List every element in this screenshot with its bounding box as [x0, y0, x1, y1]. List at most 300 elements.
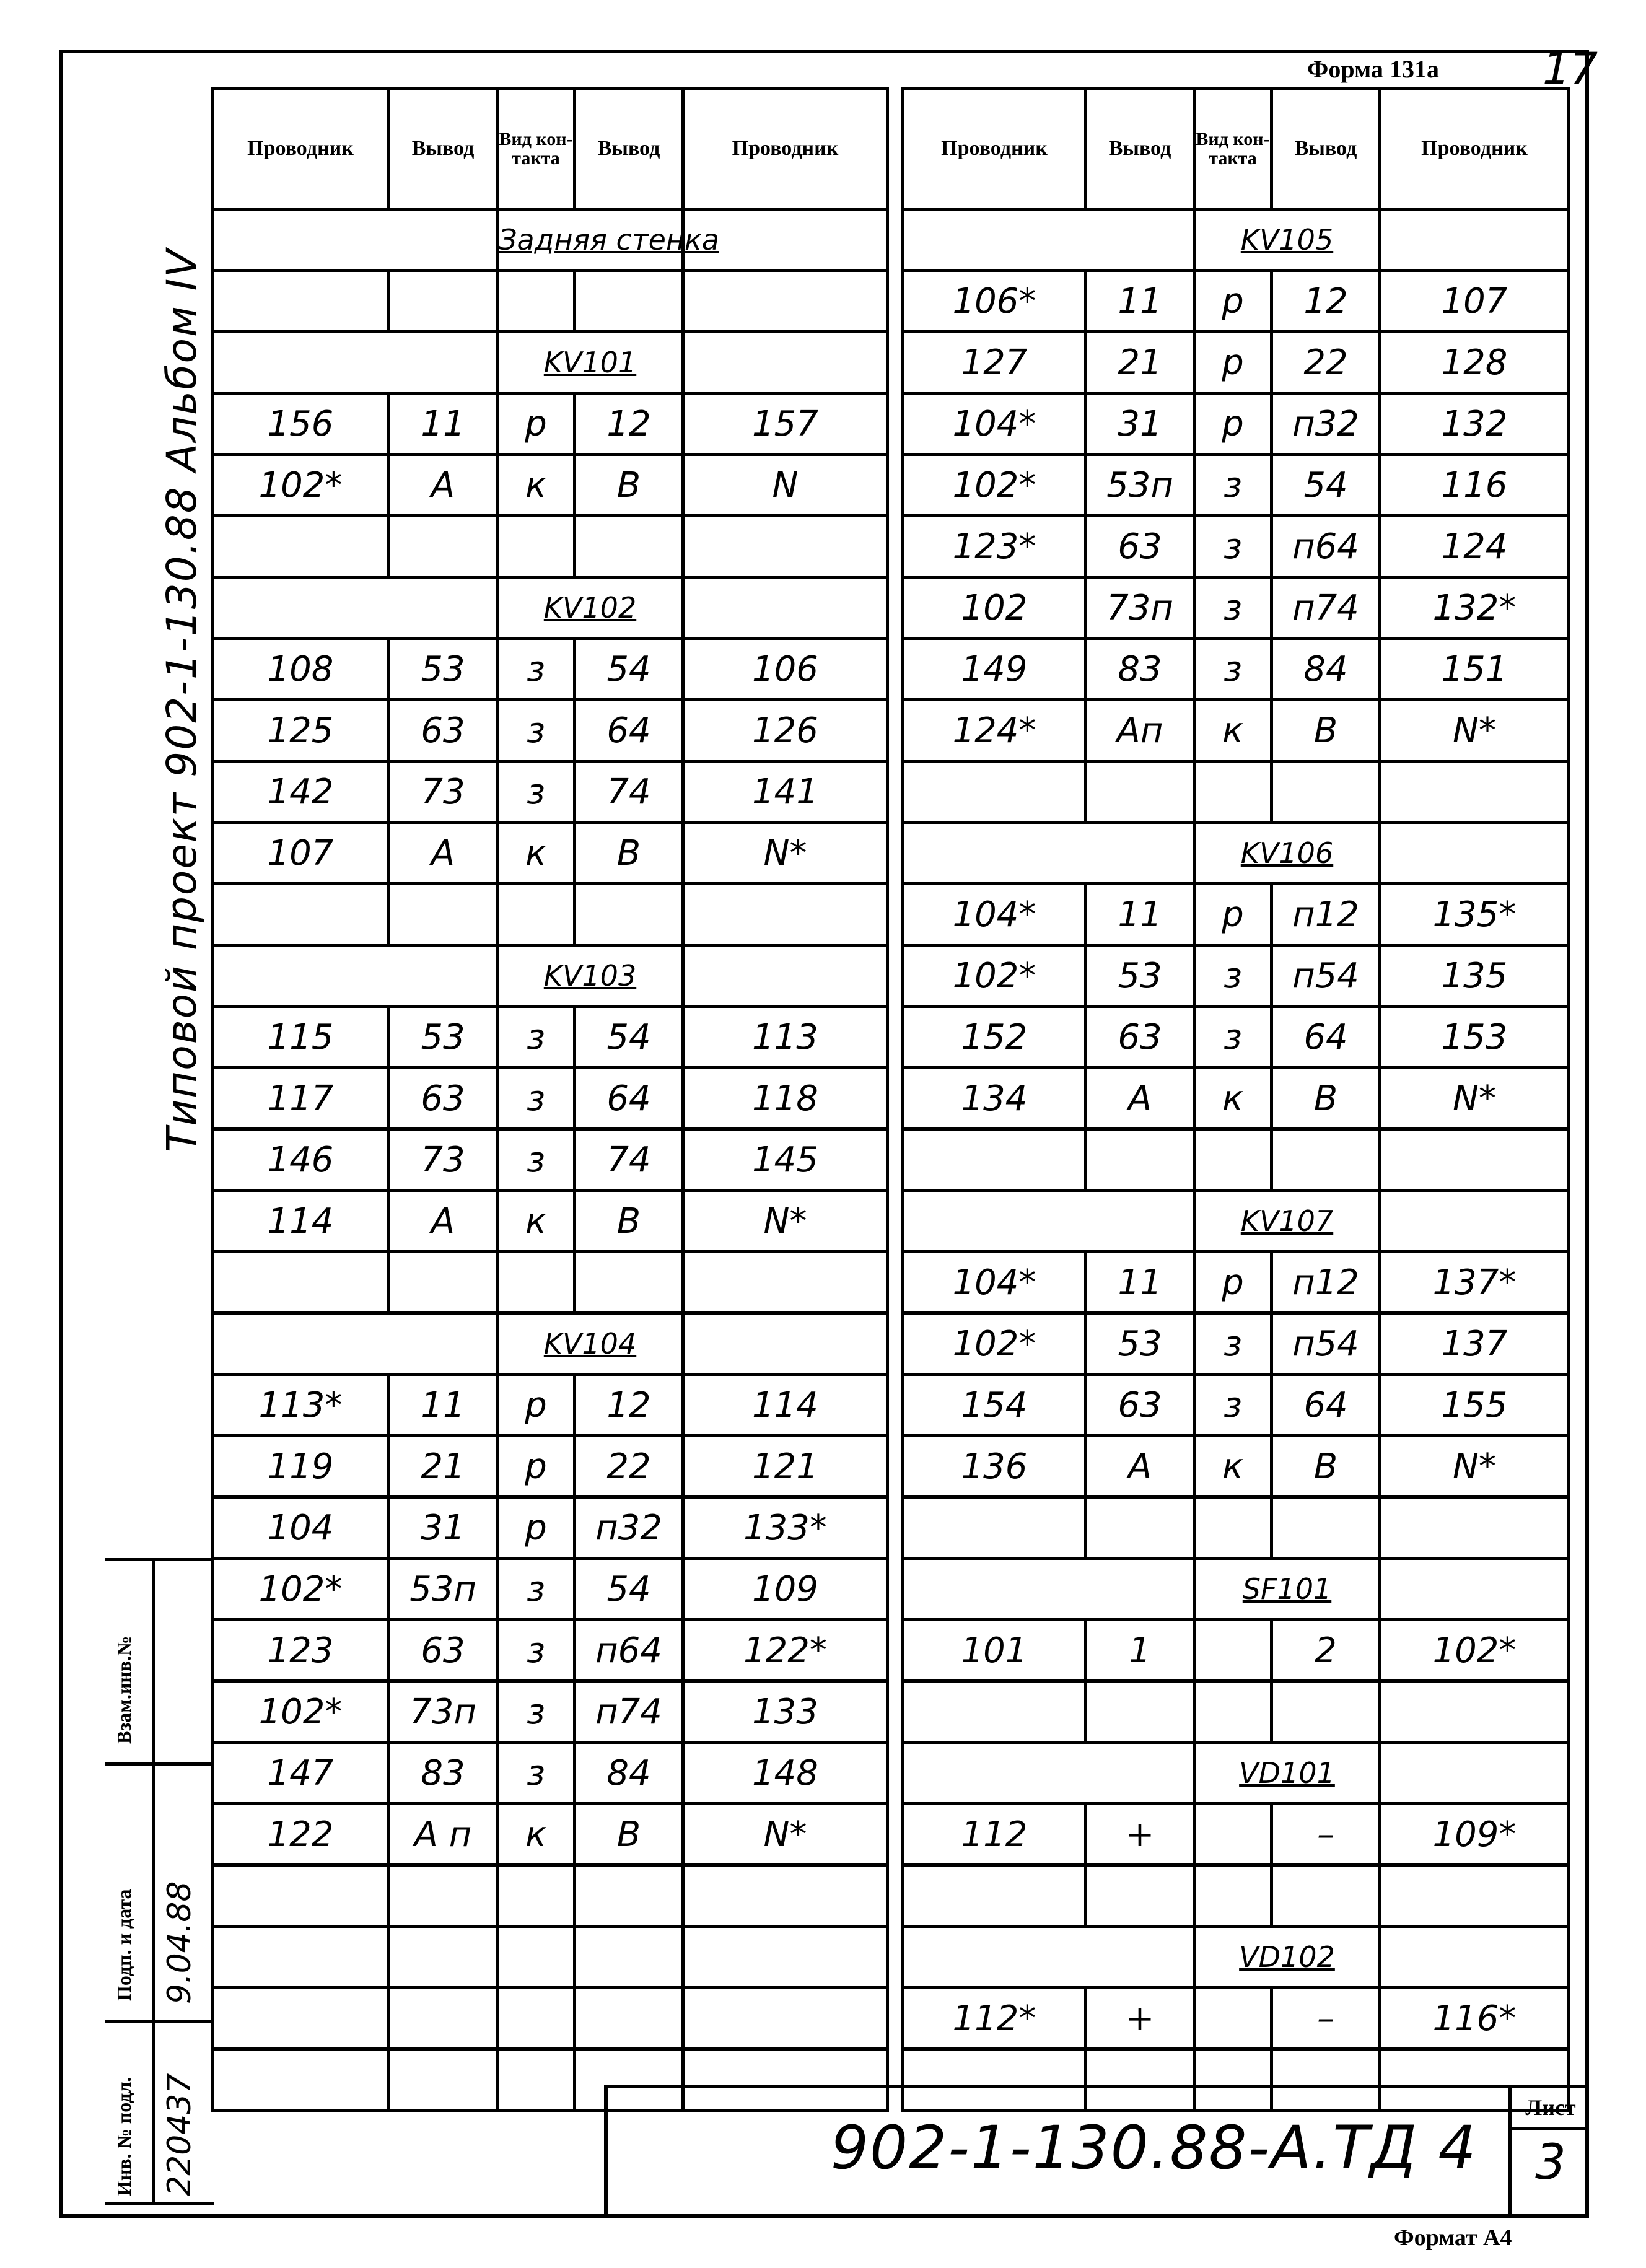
table-cell: 11: [389, 1375, 497, 1436]
table-row: [212, 1191, 888, 1252]
table-cell: [1380, 1681, 1569, 1743]
section-spacer: [903, 1927, 1194, 1988]
table-cell: [1086, 1497, 1194, 1559]
table-cell: з: [1194, 577, 1272, 639]
table-row: [212, 639, 888, 700]
table-cell: 154: [903, 1375, 1086, 1436]
table-cell: 11: [1086, 1252, 1194, 1313]
table-cell: [1194, 1804, 1272, 1865]
section-spacer: [903, 1559, 1194, 1620]
table-cell: [1380, 1865, 1569, 1927]
table-row: [212, 1007, 888, 1068]
table-cell: [389, 884, 497, 945]
table-cell: з: [1194, 1375, 1272, 1436]
column-header: Вид кон-такта: [1194, 89, 1272, 209]
table-cell: [389, 1927, 497, 1988]
table-cell: [575, 271, 683, 332]
table-cell: 54: [575, 639, 683, 700]
table-row: [212, 1068, 888, 1129]
column-header: Вывод: [1272, 89, 1380, 209]
table-cell: [575, 1865, 683, 1927]
table-row: [903, 945, 1569, 1007]
section-spacer: [903, 1191, 1194, 1252]
section-spacer: [903, 1743, 1194, 1804]
column-header: Проводник: [212, 89, 389, 209]
sheet-label: Лист: [1512, 2088, 1589, 2130]
table-cell: р: [1194, 884, 1272, 945]
table-cell: з: [497, 1681, 575, 1743]
section-label: VD102: [1194, 1927, 1380, 1988]
table-cell: А: [389, 823, 497, 884]
section-spacer: [212, 1313, 497, 1375]
table-cell: з: [1194, 1007, 1272, 1068]
section-row: [903, 209, 1569, 271]
table-cell: з: [497, 1068, 575, 1129]
table-cell: 74: [575, 1129, 683, 1191]
table-cell: 73: [389, 761, 497, 823]
table-cell: п54: [1272, 945, 1380, 1007]
table-row: [903, 1804, 1569, 1865]
table-cell: з: [1194, 639, 1272, 700]
format-label: Формат А4: [1394, 2225, 1512, 2251]
stamp-sign-date: 9.04.88: [161, 1881, 198, 2004]
table-cell: [497, 2049, 575, 2111]
table-cell: 11: [389, 393, 497, 455]
table-cell: [1194, 1129, 1272, 1191]
table-cell: [212, 516, 389, 577]
table-cell: N*: [683, 1191, 888, 1252]
table-cell: 157: [683, 393, 888, 455]
table-cell: з: [1194, 455, 1272, 516]
section-label: SF101: [1194, 1559, 1380, 1620]
table-cell: 11: [1086, 884, 1194, 945]
stamp-inv-label: Инв. № подл.: [113, 2077, 135, 2196]
table-row: [903, 1007, 1569, 1068]
table-cell: 118: [683, 1068, 888, 1129]
table-row: [212, 1804, 888, 1865]
table-cell: 63: [1086, 516, 1194, 577]
table-cell: 107: [212, 823, 389, 884]
table-cell: 137*: [1380, 1252, 1569, 1313]
table-cell: 152: [903, 1007, 1086, 1068]
column-header: Вывод: [575, 89, 683, 209]
table-cell: 73п: [389, 1681, 497, 1743]
table-cell: [1194, 761, 1272, 823]
table-cell: 132: [1380, 393, 1569, 455]
table-cell: з: [497, 1007, 575, 1068]
table-cell: з: [497, 639, 575, 700]
table-cell: 102*: [212, 1559, 389, 1620]
table-cell: 21: [389, 1436, 497, 1497]
table-cell: 22: [1272, 332, 1380, 393]
table-cell: [1194, 1988, 1272, 2049]
table-cell: В: [1272, 1436, 1380, 1497]
table-row: [212, 1927, 888, 1988]
table-cell: 53: [389, 639, 497, 700]
table-cell: [903, 1497, 1086, 1559]
table-cell: [683, 1927, 888, 1988]
section-label: KV103: [497, 945, 683, 1007]
section-spacer: [212, 209, 497, 271]
table-row: [212, 393, 888, 455]
table-cell: –: [1272, 1804, 1380, 1865]
table-cell: 106*: [903, 271, 1086, 332]
table-cell: 112: [903, 1804, 1086, 1865]
table-cell: –: [1272, 1988, 1380, 2049]
section-label: KV105: [1194, 209, 1380, 271]
table-cell: п32: [575, 1497, 683, 1559]
table-cell: 114: [683, 1375, 888, 1436]
table-cell: з: [497, 1743, 575, 1804]
table-cell: 155: [1380, 1375, 1569, 1436]
table-cell: 73: [389, 1129, 497, 1191]
table-cell: 63: [389, 1068, 497, 1129]
table-cell: 156: [212, 393, 389, 455]
section-spacer: [903, 209, 1194, 271]
table-cell: [903, 1129, 1086, 1191]
table-cell: 109*: [1380, 1804, 1569, 1865]
table-row: [903, 700, 1569, 761]
section-spacer: [212, 945, 497, 1007]
section-spacer: [683, 1313, 888, 1375]
table-cell: 125: [212, 700, 389, 761]
table-row: [212, 884, 888, 945]
table-cell: +: [1086, 1804, 1194, 1865]
table-cell: 74: [575, 761, 683, 823]
table-cell: [683, 1865, 888, 1927]
section-spacer: [1380, 1191, 1569, 1252]
table-cell: [497, 271, 575, 332]
table-cell: з: [497, 1620, 575, 1681]
table-cell: [212, 1927, 389, 1988]
table-cell: 12: [1272, 271, 1380, 332]
column-header: Вывод: [389, 89, 497, 209]
table-cell: 106: [683, 639, 888, 700]
table-cell: п74: [575, 1681, 683, 1743]
table-cell: 104*: [903, 1252, 1086, 1313]
table-cell: 116: [1380, 455, 1569, 516]
table-cell: 104: [212, 1497, 389, 1559]
table-cell: [389, 2049, 497, 2111]
table-cell: 148: [683, 1743, 888, 1804]
table-cell: к: [497, 823, 575, 884]
table-cell: N*: [1380, 700, 1569, 761]
section-row: [903, 1743, 1569, 1804]
table-cell: 53: [389, 1007, 497, 1068]
table-cell: [683, 1988, 888, 2049]
section-label: Задняя стенка: [497, 209, 683, 271]
table-cell: п64: [575, 1620, 683, 1681]
table-cell: 53п: [1086, 455, 1194, 516]
table-cell: 109: [683, 1559, 888, 1620]
table-cell: А: [1086, 1436, 1194, 1497]
table-cell: [1380, 761, 1569, 823]
table-cell: [683, 1252, 888, 1313]
table-row: [903, 393, 1569, 455]
table-cell: 117: [212, 1068, 389, 1129]
table-cell: 149: [903, 639, 1086, 700]
table-cell: [1272, 761, 1380, 823]
table-row: [212, 455, 888, 516]
table-cell: В: [575, 1804, 683, 1865]
table-cell: 54: [1272, 455, 1380, 516]
column-header: Проводник: [683, 89, 888, 209]
table-cell: [1194, 1865, 1272, 1927]
table-row: [903, 1068, 1569, 1129]
section-row: [212, 1313, 888, 1375]
table-cell: [389, 1988, 497, 2049]
table-cell: 102*: [903, 455, 1086, 516]
document-code: 902-1-130.88-А.ТД 4: [831, 2113, 1477, 2183]
section-label: KV101: [497, 332, 683, 393]
table-cell: 54: [575, 1559, 683, 1620]
table-row: [212, 1375, 888, 1436]
table-cell: 132*: [1380, 577, 1569, 639]
table-cell: 121: [683, 1436, 888, 1497]
sheet-number: 3: [1535, 2135, 1566, 2191]
table-cell: 64: [1272, 1007, 1380, 1068]
table-cell: 135*: [1380, 884, 1569, 945]
table-cell: 123: [212, 1620, 389, 1681]
table-cell: 21: [1086, 332, 1194, 393]
table-row: [212, 1620, 888, 1681]
table-cell: з: [497, 1559, 575, 1620]
table-cell: 102: [903, 577, 1086, 639]
table-cell: [1086, 1129, 1194, 1191]
table-cell: [1380, 1129, 1569, 1191]
table-cell: з: [1194, 516, 1272, 577]
table-row: [903, 1252, 1569, 1313]
section-row: [903, 1927, 1569, 1988]
table-cell: 53: [1086, 945, 1194, 1007]
table-cell: з: [1194, 945, 1272, 1007]
stamp-replace-label: Взам.инв.№: [113, 1635, 135, 1744]
table-row: [903, 1865, 1569, 1927]
column-header: Вид кон-такта: [497, 89, 575, 209]
section-row: [212, 209, 888, 271]
table-cell: 137: [1380, 1313, 1569, 1375]
table-cell: 102*: [1380, 1620, 1569, 1681]
table-cell: п32: [1272, 393, 1380, 455]
table-cell: 122: [212, 1804, 389, 1865]
table-cell: [1272, 1865, 1380, 1927]
table-cell: 116*: [1380, 1988, 1569, 2049]
table-cell: 123*: [903, 516, 1086, 577]
section-label: KV107: [1194, 1191, 1380, 1252]
table-cell: к: [1194, 1068, 1272, 1129]
table-cell: 63: [389, 700, 497, 761]
section-spacer: [1380, 1559, 1569, 1620]
table-cell: 1: [1086, 1620, 1194, 1681]
table-cell: з: [497, 761, 575, 823]
table-row: [903, 1620, 1569, 1681]
table-cell: 141: [683, 761, 888, 823]
table-cell: 142: [212, 761, 389, 823]
table-cell: [497, 1252, 575, 1313]
table-cell: 104*: [903, 393, 1086, 455]
table-cell: 83: [1086, 639, 1194, 700]
table-row: [903, 884, 1569, 945]
table-cell: Ап: [1086, 700, 1194, 761]
section-spacer: [212, 332, 497, 393]
table-row: [212, 1865, 888, 1927]
table-cell: [903, 1681, 1086, 1743]
table-cell: [575, 516, 683, 577]
table-cell: [497, 1865, 575, 1927]
table-row: [212, 1129, 888, 1191]
table-cell: [212, 2049, 389, 2111]
table-row: [903, 577, 1569, 639]
table-cell: 53: [1086, 1313, 1194, 1375]
table-cell: 124: [1380, 516, 1569, 577]
table-cell: 135: [1380, 945, 1569, 1007]
table-cell: 151: [1380, 639, 1569, 700]
table-cell: 102*: [212, 1681, 389, 1743]
table-cell: 114: [212, 1191, 389, 1252]
table-cell: 115: [212, 1007, 389, 1068]
table-row: [212, 1743, 888, 1804]
table-cell: [1272, 1497, 1380, 1559]
table-row: [903, 1681, 1569, 1743]
title-block: [604, 2085, 1589, 2218]
table-cell: N*: [683, 1804, 888, 1865]
section-row: [903, 1191, 1569, 1252]
table-cell: к: [497, 1804, 575, 1865]
table-cell: [389, 271, 497, 332]
table-cell: 54: [575, 1007, 683, 1068]
table-row: [212, 516, 888, 577]
table-cell: 31: [389, 1497, 497, 1559]
table-row: [903, 1129, 1569, 1191]
table-cell: N*: [1380, 1068, 1569, 1129]
table-cell: [575, 1927, 683, 1988]
table-cell: 12: [575, 393, 683, 455]
table-row: [903, 1313, 1569, 1375]
section-row: [212, 577, 888, 639]
table-cell: N: [683, 455, 888, 516]
table-cell: [497, 1988, 575, 2049]
table-cell: [1194, 1681, 1272, 1743]
table-cell: А: [389, 455, 497, 516]
table-cell: р: [1194, 393, 1272, 455]
table-cell: 107: [1380, 271, 1569, 332]
table-row: [212, 1436, 888, 1497]
table-row: [903, 271, 1569, 332]
table-cell: 2: [1272, 1620, 1380, 1681]
table-cell: В: [575, 1191, 683, 1252]
section-spacer: [212, 577, 497, 639]
table-row: [212, 761, 888, 823]
table-row: [212, 700, 888, 761]
table-cell: 84: [575, 1743, 683, 1804]
table-cell: [389, 1252, 497, 1313]
table-row: [903, 1375, 1569, 1436]
table-cell: з: [497, 700, 575, 761]
table-cell: к: [497, 1191, 575, 1252]
table-cell: [389, 1865, 497, 1927]
table-cell: [903, 1865, 1086, 1927]
table-cell: [683, 884, 888, 945]
table-cell: 104*: [903, 884, 1086, 945]
table-cell: 133: [683, 1681, 888, 1743]
table-cell: к: [497, 455, 575, 516]
section-row: [212, 332, 888, 393]
table-row: [212, 823, 888, 884]
table-cell: 11: [1086, 271, 1194, 332]
table-cell: р: [497, 1497, 575, 1559]
table-cell: 64: [1272, 1375, 1380, 1436]
column-header: Проводник: [1380, 89, 1569, 209]
section-spacer: [683, 577, 888, 639]
section-spacer: [1380, 823, 1569, 884]
table-cell: [1194, 1620, 1272, 1681]
table-cell: п64: [1272, 516, 1380, 577]
table-cell: [683, 516, 888, 577]
table-cell: [389, 516, 497, 577]
table-cell: 146: [212, 1129, 389, 1191]
table-cell: 102*: [903, 1313, 1086, 1375]
table-cell: 101: [903, 1620, 1086, 1681]
table-cell: [683, 271, 888, 332]
table-cell: [497, 884, 575, 945]
table-cell: В: [1272, 1068, 1380, 1129]
table-row: [903, 639, 1569, 700]
table-row: [903, 1497, 1569, 1559]
table-row: [903, 1436, 1569, 1497]
table-cell: п74: [1272, 577, 1380, 639]
table-cell: 145: [683, 1129, 888, 1191]
section-spacer: [1380, 1743, 1569, 1804]
table-cell: А: [389, 1191, 497, 1252]
table-row: [212, 1252, 888, 1313]
form-label: Форма 131а: [1307, 55, 1439, 83]
table-cell: п54: [1272, 1313, 1380, 1375]
table-cell: р: [1194, 332, 1272, 393]
table-cell: N*: [1380, 1436, 1569, 1497]
table-cell: к: [1194, 700, 1272, 761]
table-row: [212, 271, 888, 332]
table-cell: з: [497, 1129, 575, 1191]
table-cell: [575, 1988, 683, 2049]
table-row: [212, 1988, 888, 2049]
table-cell: [212, 271, 389, 332]
column-header: Вывод: [1086, 89, 1194, 209]
table-cell: 119: [212, 1436, 389, 1497]
table-cell: 147: [212, 1743, 389, 1804]
page-number: 17: [1543, 43, 1598, 94]
table-cell: [212, 1865, 389, 1927]
section-label: VD101: [1194, 1743, 1380, 1804]
table-cell: [212, 1988, 389, 2049]
table-cell: 134: [903, 1068, 1086, 1129]
side-title: Типовой проект 902-1-130.88 Альбом IV: [158, 248, 206, 1152]
section-row: [212, 945, 888, 1007]
table-cell: [497, 516, 575, 577]
table-cell: 128: [1380, 332, 1569, 393]
table-cell: р: [497, 1375, 575, 1436]
table-cell: 63: [389, 1620, 497, 1681]
table-cell: 63: [1086, 1007, 1194, 1068]
table-cell: +: [1086, 1988, 1194, 2049]
left-connection-table: [211, 87, 889, 2112]
table-cell: р: [1194, 271, 1272, 332]
table-row: [903, 516, 1569, 577]
table-cell: 73п: [1086, 577, 1194, 639]
section-spacer: [903, 823, 1194, 884]
table-row: [903, 332, 1569, 393]
table-row: [212, 1681, 888, 1743]
table-cell: р: [497, 393, 575, 455]
